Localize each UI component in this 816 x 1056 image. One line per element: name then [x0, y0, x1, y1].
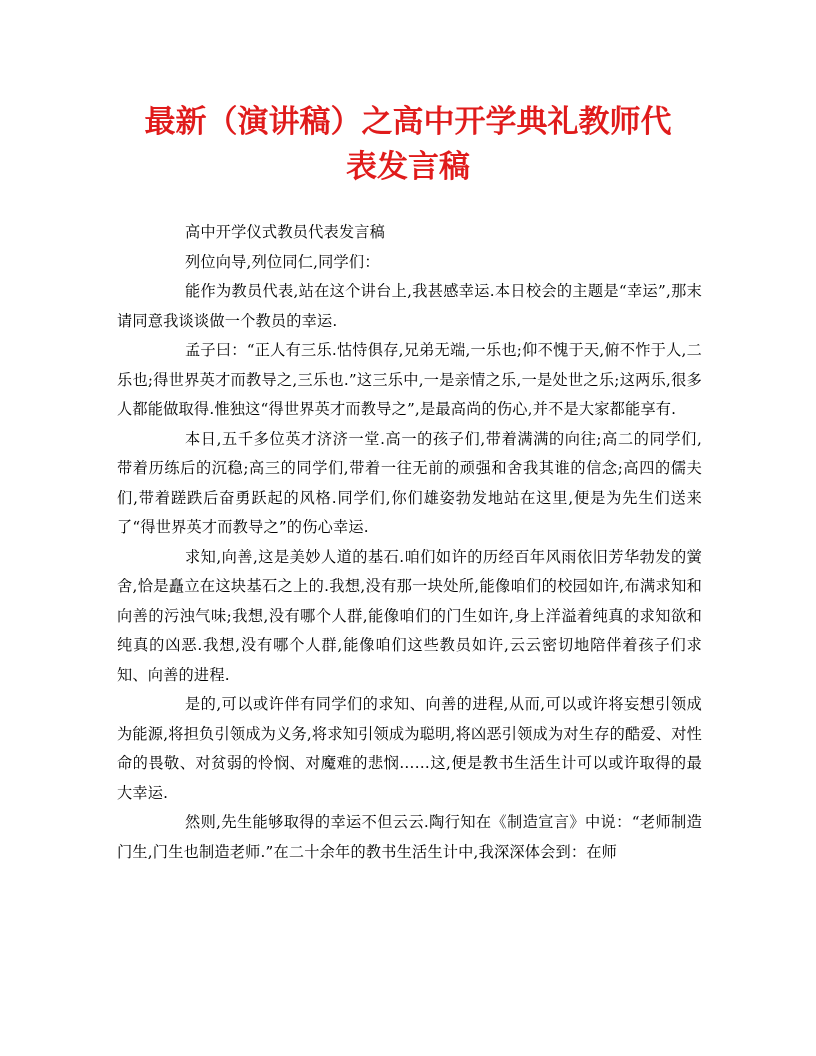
document-body [117, 218, 702, 867]
document-title [96, 100, 720, 190]
paragraph-3: 本日,五千多位英才济济一堂.高一的孩子们,带着满满的向往;高二的同学们,带着历练后的沉稳;高三的同学们,带着一往无前的顽强和舍我其谁的信念;高四的儒夫们,带着蹉跌后奋勇跃起的风格.同学们,你们雄姿勃发地站在这里,便是为先生们送来了“得世界英才而教导之”的伤心幸运. [117, 429, 702, 536]
paragraph-5: 是的,可以或许伴有同学们的求知、向善的进程,从而,可以或许将妄想引领成为能源,将担负引领成为义务,将求知引领成为聪明,将凶恶引领成为对生存的酷爱、对性命的畏敬、对贫弱的怜悯、对魔难的悲悯……这,便是教书生活生计可以或许取得的最大幸运. [117, 695, 702, 802]
title-line-1: 最新（演讲稿）之高中开学典礼教师代 [144, 104, 672, 140]
paragraph-6: 然则,先生能够取得的幸运不但云云.陶行知在《制造宣言》中说：“老师制造门生,门生也制造老师.”在二十余年的教书生活生计中,我深深体会到：在师 [117, 813, 702, 861]
paragraph-2: 孟子曰：“正人有三乐.怙恃俱存,兄弟无端,一乐也;仰不愧于天,俯不怍于人,二乐也;得世界英才而教导之,三乐也.”这三乐中,一是亲情之乐,一是处世之乐;这两乐,很多人都能做取得.惟独这“得世界英才而教导之”,是最高尚的伤心,并不是大家都能享有. [117, 341, 702, 418]
salutation: 列位向导,列位同仁,同学们： [185, 252, 380, 271]
speech-heading: 高中开学仪式教员代表发言稿 [185, 223, 386, 241]
title-line-2: 表发言稿 [346, 149, 470, 185]
paragraph-1: 能作为教员代表,站在这个讲台上,我甚感幸运.本日校会的主题是“幸运”,那末请同意我谈谈做一个教员的幸运. [117, 282, 702, 330]
paragraph-4: 求知,向善,这是美妙人道的基石.咱们如许的历经百年风雨依旧芳华勃发的黉舍,恰是矗立在这块基石之上的.我想,没有那一块处所,能像咱们的校园如许,布满求知和向善的污浊气味;我想,没有哪个人群,能像咱们的门生如许,身上洋溢着纯真的求知欲和纯真的凶恶.我想,没有哪个人群,能像咱们这些教员如许,云云密切地陪伴着孩子们求知、向善的进程. [117, 547, 702, 684]
